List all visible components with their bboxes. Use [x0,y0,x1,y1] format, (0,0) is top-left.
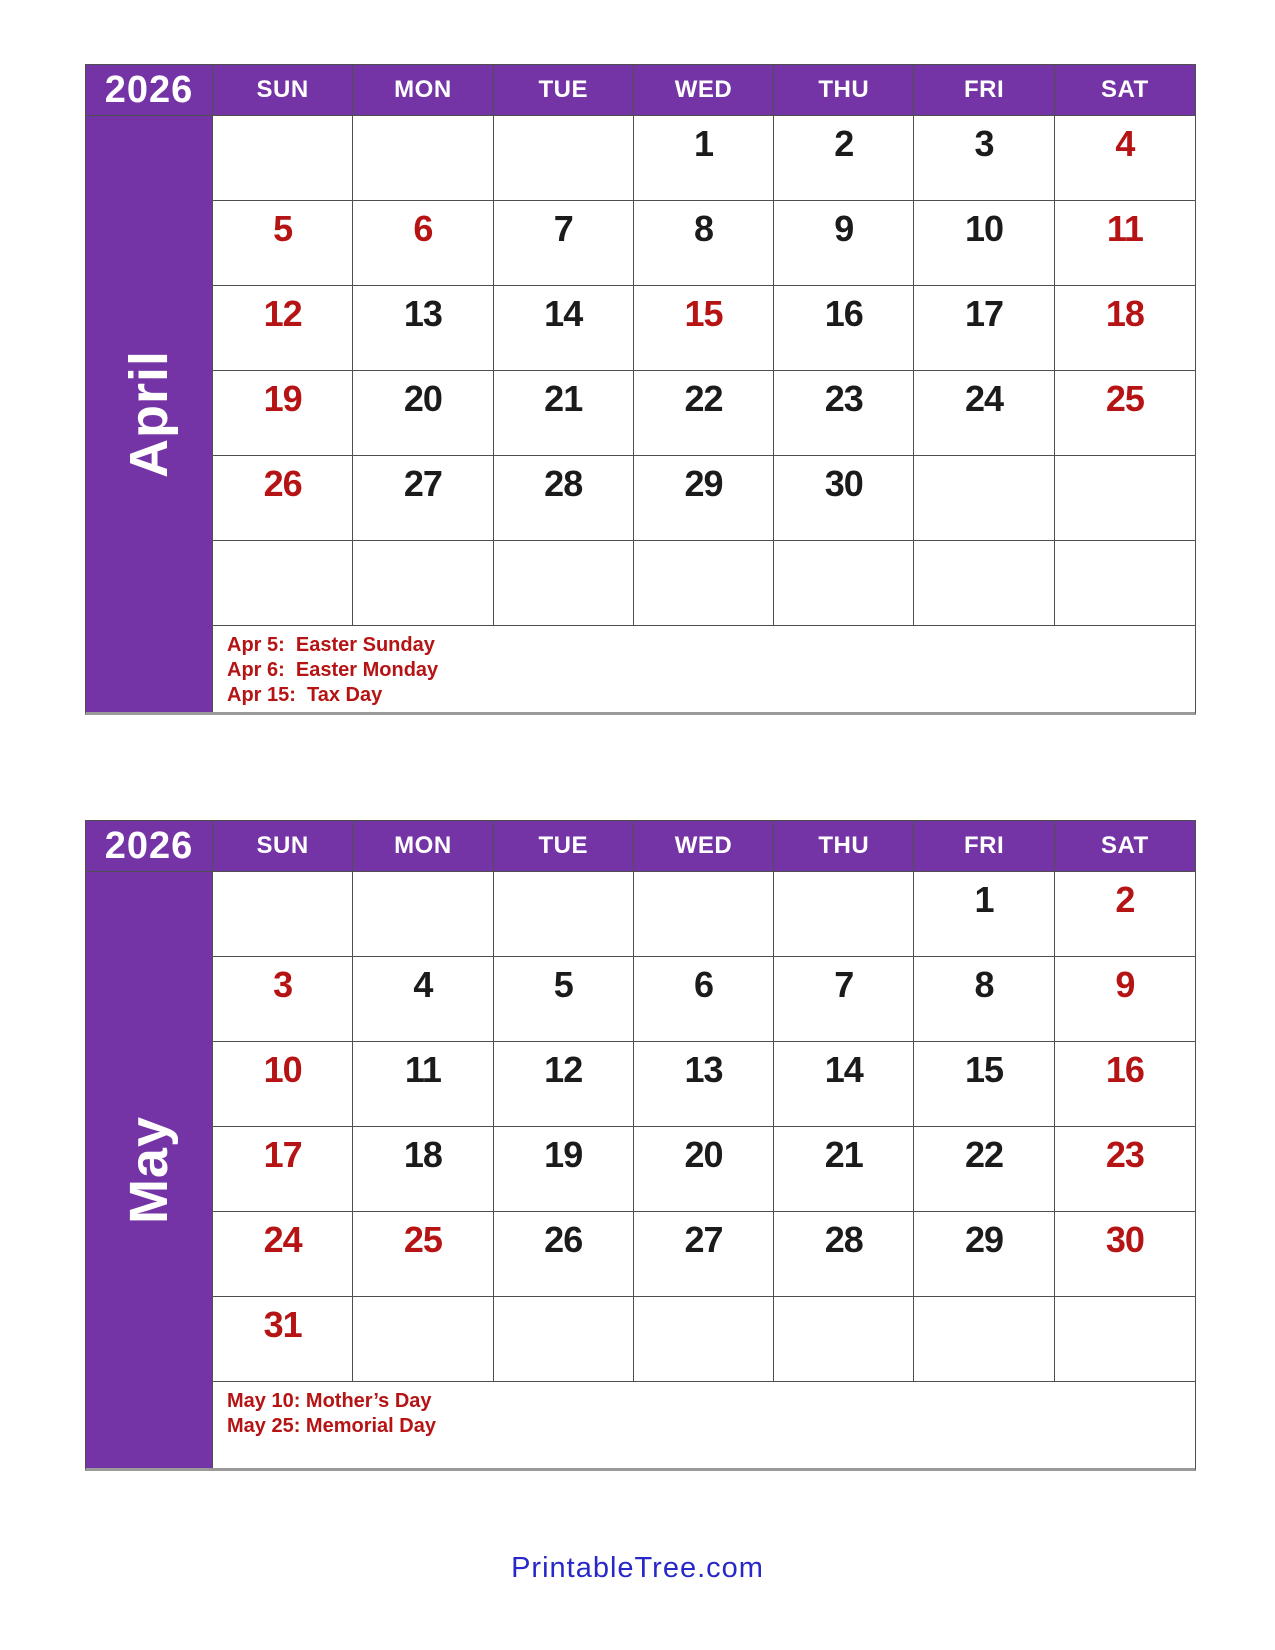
year-label: 2026 [86,821,213,872]
day-cell-april-26: 26 [213,456,353,541]
day-cell-empty [774,541,914,626]
day-cell-may-4: 4 [353,957,493,1042]
day-cell-empty [353,541,493,626]
day-cell-may-24: 24 [213,1212,353,1297]
day-cell-april-7: 7 [494,201,634,286]
printabletree-link[interactable]: PrintableTree.com [511,1552,764,1584]
day-cell-may-13: 13 [634,1042,774,1127]
day-cell-empty [353,872,493,957]
dow-header-fri: FRI [914,65,1054,116]
day-cell-empty [353,116,493,201]
month-sidebar [86,116,213,712]
day-cell-may-25: 25 [353,1212,493,1297]
day-cell-may-31: 31 [213,1297,353,1382]
dow-header-sun: SUN [213,65,353,116]
day-cell-empty [213,116,353,201]
calendar-april-2026 [85,64,1196,715]
day-cell-empty [1055,456,1195,541]
day-cell-april-11: 11 [1055,201,1195,286]
day-cell-may-26: 26 [494,1212,634,1297]
dow-header-fri: FRI [914,821,1054,872]
day-cell-april-28: 28 [494,456,634,541]
day-cell-empty [634,1297,774,1382]
day-cell-april-16: 16 [774,286,914,371]
holiday-note: Apr 15: Tax Day [227,684,383,706]
day-cell-empty [774,1297,914,1382]
day-cell-empty [213,541,353,626]
dow-header-sun: SUN [213,821,353,872]
day-cell-april-27: 27 [353,456,493,541]
day-cell-may-23: 23 [1055,1127,1195,1212]
holiday-notes [213,1382,1195,1468]
day-cell-empty [1055,1297,1195,1382]
day-cell-may-5: 5 [494,957,634,1042]
day-cell-april-17: 17 [914,286,1054,371]
day-cell-april-14: 14 [494,286,634,371]
dow-header-thu: THU [774,65,914,116]
dow-header-mon: MON [353,821,493,872]
day-cell-may-11: 11 [353,1042,493,1127]
day-cell-empty [634,872,774,957]
day-cell-april-21: 21 [494,371,634,456]
day-cell-may-19: 19 [494,1127,634,1212]
day-cell-april-9: 9 [774,201,914,286]
holiday-note: May 10: Mother’s Day [227,1390,432,1412]
day-cell-empty [494,872,634,957]
day-cell-april-3: 3 [914,116,1054,201]
day-cell-may-12: 12 [494,1042,634,1127]
day-cell-may-21: 21 [774,1127,914,1212]
day-cell-april-24: 24 [914,371,1054,456]
day-cell-april-5: 5 [213,201,353,286]
footer [0,1552,1275,1585]
dow-header-tue: TUE [494,65,634,116]
holiday-notes [213,626,1195,712]
day-cell-may-17: 17 [213,1127,353,1212]
day-cell-empty [914,1297,1054,1382]
day-cell-april-4: 4 [1055,116,1195,201]
day-cell-empty [774,872,914,957]
day-cell-may-9: 9 [1055,957,1195,1042]
month-label: April [119,349,179,478]
day-cell-empty [494,1297,634,1382]
holiday-note: Apr 6: Easter Monday [227,659,439,681]
day-cell-empty [914,541,1054,626]
day-cell-april-18: 18 [1055,286,1195,371]
day-cell-may-18: 18 [353,1127,493,1212]
calendar-may-2026 [85,820,1196,1471]
day-cell-may-14: 14 [774,1042,914,1127]
day-cell-april-13: 13 [353,286,493,371]
dow-header-wed: WED [634,65,774,116]
day-cell-empty [1055,541,1195,626]
day-cell-empty [494,116,634,201]
day-cell-empty [353,1297,493,1382]
day-cell-may-29: 29 [914,1212,1054,1297]
day-cell-empty [213,872,353,957]
holiday-note: Apr 5: Easter Sunday [227,634,435,656]
day-cell-april-1: 1 [634,116,774,201]
dow-header-mon: MON [353,65,493,116]
day-cell-april-10: 10 [914,201,1054,286]
day-cell-may-10: 10 [213,1042,353,1127]
day-cell-may-28: 28 [774,1212,914,1297]
day-cell-may-16: 16 [1055,1042,1195,1127]
day-cell-april-8: 8 [634,201,774,286]
day-cell-empty [634,541,774,626]
day-cell-april-19: 19 [213,371,353,456]
day-cell-may-1: 1 [914,872,1054,957]
month-label: May [119,1115,179,1225]
day-cell-may-22: 22 [914,1127,1054,1212]
day-cell-april-15: 15 [634,286,774,371]
day-cell-may-8: 8 [914,957,1054,1042]
day-cell-april-23: 23 [774,371,914,456]
dow-header-sat: SAT [1055,65,1195,116]
day-cell-april-12: 12 [213,286,353,371]
day-cell-may-2: 2 [1055,872,1195,957]
day-cell-may-15: 15 [914,1042,1054,1127]
day-cell-may-30: 30 [1055,1212,1195,1297]
day-cell-april-2: 2 [774,116,914,201]
day-cell-empty [494,541,634,626]
day-cell-april-30: 30 [774,456,914,541]
holiday-note: May 25: Memorial Day [227,1415,436,1437]
day-cell-april-20: 20 [353,371,493,456]
day-cell-april-22: 22 [634,371,774,456]
day-cell-april-25: 25 [1055,371,1195,456]
day-cell-may-27: 27 [634,1212,774,1297]
day-cell-may-7: 7 [774,957,914,1042]
dow-header-sat: SAT [1055,821,1195,872]
day-cell-empty [914,456,1054,541]
dow-header-wed: WED [634,821,774,872]
day-cell-may-3: 3 [213,957,353,1042]
day-cell-may-20: 20 [634,1127,774,1212]
year-label: 2026 [86,65,213,116]
dow-header-thu: THU [774,821,914,872]
day-cell-may-6: 6 [634,957,774,1042]
month-sidebar [86,872,213,1468]
day-cell-april-6: 6 [353,201,493,286]
dow-header-tue: TUE [494,821,634,872]
day-cell-april-29: 29 [634,456,774,541]
